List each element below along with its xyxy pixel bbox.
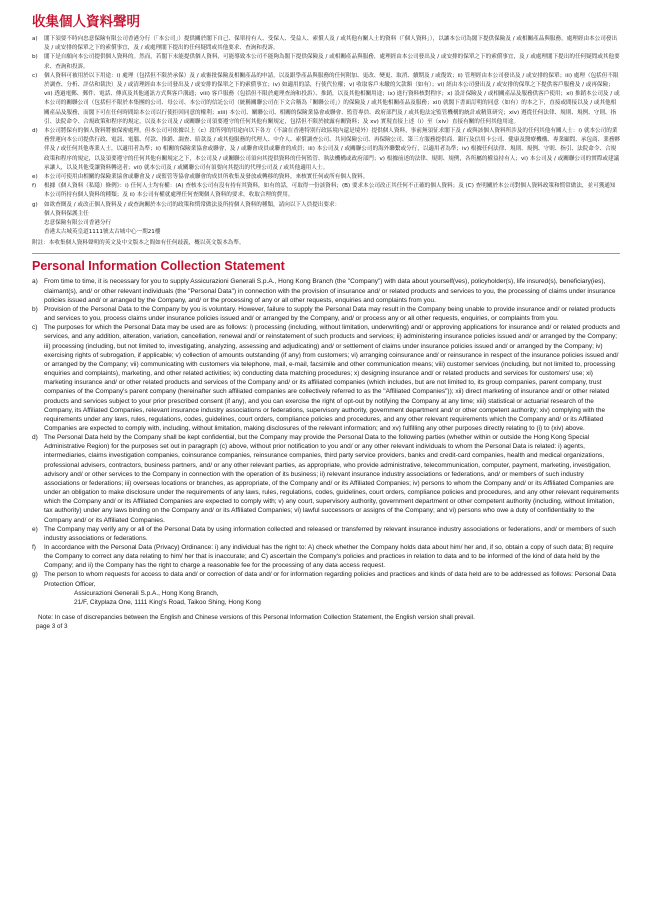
clause-marker: a) — [32, 36, 38, 42]
zh-clause-f — [32, 182, 620, 200]
clause-text: Provision of the Personal Data to the Company by you is voluntary. However, failure to supply the Personal Data may result in the Company being unable to provide insurance and/ or related products and services to you, process claims under insurance policies issued and/ or arranged by the Company, and/ or process any or all other requests, enquiries, or complaints from you. — [44, 305, 616, 323]
clause-marker: g) — [32, 571, 38, 579]
zh-title: 收集個人資料聲明 — [32, 14, 140, 30]
clause-marker: c) — [32, 324, 38, 332]
clause-marker: c) — [32, 72, 38, 79]
clause-text: 如欲查閱及 / 或改正個人資料及 / 或查詢關於本公司的政策和慣常做法及所持個人資料的種類，請向以下人員提出要求： — [44, 201, 341, 208]
en-clause-a — [32, 277, 620, 304]
clause-text: 閣下是自願向本公司提供個人資料的。然而，若閣下未能提供個人資料，可能導致本公司不能夠為閣下提供保險及 / 或相關產品與服務，處理經由本公司發出及 / 或安排的保單之下的索償事宜，及 / 或處理閣下提出的任何疑問或其他要求、查詢和投訴。 — [44, 54, 620, 70]
clause-marker: a) — [32, 278, 38, 286]
en-clause-g — [32, 570, 620, 607]
address-line: 21/F, Cityplaza One, 1111 King's Road, Taikoo Shing, Hong Kong — [74, 598, 261, 606]
zh-clause-list — [32, 35, 620, 237]
clause-text: The purposes for which the Personal Data may be used are as follows: i) processing (including, without limitation, underwriting) and/ or approving applications for insurance and/ or related products and services, and any addition, alteration, variation, cancellation, renewal and/ or reinstatement of such products and services; ii) administering insurance policies issued and/ or arranged by the Company; iii) processing (including, but not limited to, investigating, analyzing, assessing and adjudicating) and/ or settlement of claims under insurance policies issued and/ or arranged by the Company; iv) exercising rights of subrogation, if applicable; v) collection of amounts outstanding (if any) from customers; vi) arranging coinsurance and/ or reinsurance in respect of the insurance policies issued and/ or arranged by the Company; vii) communicating with customers via telephone, mail, e-mail, facsimile and other communication means; viii) customer services (including, but not limited to, processing enquiries and complaints), marketing, and other related activities; ix) conducting data matching procedures; x) designing insurance and/ or related products and services for customers' use; xi) marketing insurance and/ or other related products and services of the Company and/ or its affiliated companies (which includes, but are not limited to, its group companies, parent company, trust companies of the Company's parent company (hereinafter such affiliated companies are collectively referred to as the "Affiliated Companies")); xii) direct marketing of insurance and/ or other related products and services subject to your prior prescribed consent (if any), and you can exercise the right of opt-out by notifying the Company at any time; xiii) statistical or actuarial research of the Company, its Affiliated Companies, relevant insurance industry associations or federations, supervisory authority, government department and/ or other competent authority; xiv) complying with the requirements under any laws, rules, regulations, codes, guidelines, court orders, compliance policies and procedures, and any other relevant requirements which the Company and/ or its Affiliated Companies are expected to comply with, including, without limitation, making disclosures of the relevant information; and xv) fulfilling any other purposes directly relating to (i) to (xiv) above. — [44, 324, 620, 432]
clause-text: In accordance with the Personal Data (Privacy) Ordinance: i) any individual has the right to: A) check whether the Company holds data about him/ her and, if so, obtain a copy of such data; B) require the Company to correct any data relating to him/ her that is inaccurate; and C) ascertain the Company's policies and practices in relation to data and to be informed of the kind of data held by the Company; and ii) the Company has the right to charge a reasonable fee for the processing of any data access request. — [44, 544, 614, 570]
clause-text: The Personal Data held by the Company shall be kept confidential, but the Company may provide the Personal Data to the following parties (whether within or outside the Hong Kong Special Administrative Region) for the purposes set out in paragraph (c) above, without prior notification to you and/ or any other relevant individuals to whom the Personal Data is related: i) agents, intermediaries, claims investigation companies, coinsurance companies, reinsurance companies, third party service providers, banks and credit-card companies, health and medical organizations, professional advisers, contractors, business partners, and/ or any other relevant parties, as appropriate, who provide administrative, telecommunication, computer, payment, marketing, investigation, advisory and/ or other services to the Company in connection with the operation of its business; ii) relevant insurance industry associations or federations, and/ or members of such industry associations or federations; iii) overseas locations or branches, as appropriate, of the Company and/ or its Affiliated Companies; iv) persons to whom the Company and/ or its Affiliated Companies are under an obligation to make disclosure under the requirements of any laws, rules, regulations, codes, guidelines, court orders, compliance policies and procedures, and any other relevant requirements which the Company and/ or its Affiliated Companies are expected to comply with; v) any court, supervisory authority, government department or other competent authority (including, without limitation, tax authority) under any laws binding on the Company and/ or its Affiliated Companies; vi) lawful successors or assigns of the Company; and vi) persons who owe a duty of confidentiality to the Company and/ or its Affiliated Companies. — [44, 434, 619, 524]
section-divider — [32, 253, 620, 254]
zh-clause-c — [32, 72, 620, 127]
clause-text: 閣下須要不時向忠意保險有限公司香港分行（「本公司」）提供關於閣下自己、保單持有人、受保人、受益人、索償人及 / 或其他有關人士的資料（「個人資料」），以讓本公司為閣下提供保險及 / 或相關產品與服務，處理經由本公司發出及 / 或安排的保單之下的索償事宜，及 / 或處理閣下提出的任何疑問或其他要求、查詢和投訴。 — [44, 36, 618, 52]
clause-text: The person to whom requests for access to data and/ or correction of data and/ or for information regarding policies and practices and kinds of data held are to be addressed as follows: Personal Data Protection Officer, — [44, 571, 616, 588]
en-clause-c — [32, 323, 620, 433]
zh-clause-e — [32, 173, 620, 182]
clause-text: From time to time, it is necessary for you to supply Assicurazioni Generali S.p.A., Hong Kong Branch (the "Company") with data about yourself(ves), policyholder(s), life insured(s), beneficiary(ies), claimant(s), and/ or other relevant individuals (the "Personal Data") in connection with the provision of insurance and/ or related products and services to you, the processing of claims under insurance policies issued and/ or arranged by the Company, and/ or the processing of any or all other requests, enquiries and complaints from you. — [44, 278, 616, 304]
en-title: Personal Information Collection Statement — [32, 259, 285, 274]
clause-marker: f) — [32, 544, 36, 551]
en-clause-f — [32, 543, 620, 570]
address-line: Assicurazioni Generali S.p.A., Hong Kong Branch, — [74, 589, 219, 597]
en-note: Note: In case of discrepancies between the English and Chinese versions of this Personal Information Collection Statement, the English version shall prevail. — [38, 614, 475, 622]
address-line: 忠意保險有限公司香港分行 — [44, 220, 112, 227]
clause-marker: d) — [32, 434, 38, 442]
clause-marker: d) — [32, 128, 38, 135]
clause-text: 本公司可使用由相關的保險業協會或聯會及 / 或監管等協會或聯會的成員所收集及發放或轉移的資料，來核實任何或所有個人資料。 — [44, 174, 369, 181]
zh-clause-d — [32, 127, 620, 173]
address-line: 個人資料保護主任 — [44, 210, 89, 217]
clause-marker: e) — [32, 174, 38, 181]
clause-marker: b) — [32, 305, 38, 313]
address-line: 香港太古城英皇道1111號太古城中心一期21樓 — [44, 229, 161, 236]
zh-clause-g — [32, 201, 620, 238]
clause-text: 本公司將保有的個人資料將被保密處理，但本公司可依據以上（c）段所列的用途向以下各方（不論在香港特別行政區境內還是境外）提供個人資料，事前無須征求閣下及 / 或與該個人資料所涉及的任何其他有關人士：i) 就本公司的業務營運向本公司提供行政、電訊、電腦、付款、推銷、調查、賠款及 / 或其他服務的代理人、中介人、索償調查公司、共同保險公司、再保險公司、第三方服務提供商、銀行及信用卡公司、健康及醫療機構、專業顧問、承包商、業務夥伴及 / 或任何其他專業人士，以適用者為準；ii) 相關的保險業協會或聯會，及 / 或聯會成員或聯會的成員；iii) 本公司及 / 或關聯公司的海外聯繫或分行，以適用者為準；iv) 根據任何法律、規則、規例、守則、指引、法院命令、合規政策和程序的規定，以及須要遵守的任何其他有關規定之下，本公司及 / 或關聯公司須向其提供資料的任何監管、執法機構或政府部門；v) 根據前述的法律、規則、規例，各所屬的權益持有人；vi) 本公司及 / 或關聯公司的實際或建議承讓人，以及其他受讓資料轉送者；vii) 就本公司及 / 或關聯公司有須要向其提出的代理公司及 / 或其他適用人士。 — [44, 128, 621, 171]
clause-text: 根據《個人資料（私隱）條例》：i) 任何人士均有權：(A) 查核本公司有沒有持有其資料，如有的話，可取得一份該資料；(B) 要求本公司改正其任何不正確的個人資料；及 (C) 查明關於本公司對個人資料政策和慣常做法，並可獲通知本公司所持有個人資料的種類；及 ii) 本公司有權就處理任何查閱個人資料的要求，收取合理的費用。 — [44, 183, 616, 199]
page-number: page 3 of 3 — [36, 623, 68, 631]
zh-clause-b — [32, 53, 620, 71]
clause-text: The Company may verify any or all of the Personal Data by using information collected and released or transferred by relevant insurance industry associations or federations, and/ or members of such industry associations or federations. — [44, 525, 616, 542]
en-clause-d — [32, 433, 620, 525]
en-clause-b — [32, 305, 620, 323]
zh-clause-a — [32, 35, 620, 53]
clause-marker: b) — [32, 54, 38, 61]
clause-marker: g) — [32, 201, 38, 208]
clause-marker: f) — [32, 183, 37, 190]
clause-marker: e) — [32, 525, 38, 533]
clause-text: 個人資料可被用於以下用途：i) 處理（包括但不限於承保）及 / 或審批保險及相關產品的申請，以及跟學產品與服務的任何附加、更改、變更、取消、續期及 / 或復效；ii) 管理經由本公司發出及 / 或安排的保單；iii) 處理（包括但不限於調查、分析、評估和裁決）及 / 或清理經由本公司發出及 / 或安排的保單之下的索償事宜；iv) 如適用的話，行使代位權；v) 收取客戶未繳的欠款額（如有）；vi) 經由本公司發出及 / 或安排的保單之下提供客戶服務及 / 或再保險；vii) 透過電郵、郵件、電話、傳真及其他通訊方式與客戶溝通；viii) 客戶服務（包括但不限於處理查詢和投訴）、推銷，以及其他相關用途；ix) 進行資料核對程序；x) 設計保險及 / 或相關產品及服務供客戶使用；xi) 推銷本公司及 / 或本公司的關聯公司（包括但不限於本集團的公司、母公司、本公司的信託公司（統稱關聯公司在下文合稱為「關聯公司」）的保險及 / 或其他相關產品及服務；xii) 就閣下書面訂明的同意（如有）的本之下，直接或間接以及 / 或其他相關產品及服務，而閣下可在任何時間給本公司以行使拒回同意的權利；xiii) 本公司、關聯公司、相關的保險業協會或聯會、監管專員、政府部門及 / 或其他法定監管機構的統計或精算研究；xiv) 遵從任何法律、規則、規例、守則、指引、法院命令、合規政策和程序的規定，以及本公司及 / 或關聯公司須要遵守的任何其他有關規定，包括但不限於披露有關資料；及 xv) 實現直接上述（i）至（xiv）直接有關的任何其他用途。 — [44, 72, 620, 125]
zh-note: 附註：本收集個人資料聲明的英文及中文版本之間如有任何歧義，概以英文版本為準。 — [32, 240, 245, 247]
en-clause-e — [32, 525, 620, 543]
en-clause-list — [32, 277, 620, 607]
